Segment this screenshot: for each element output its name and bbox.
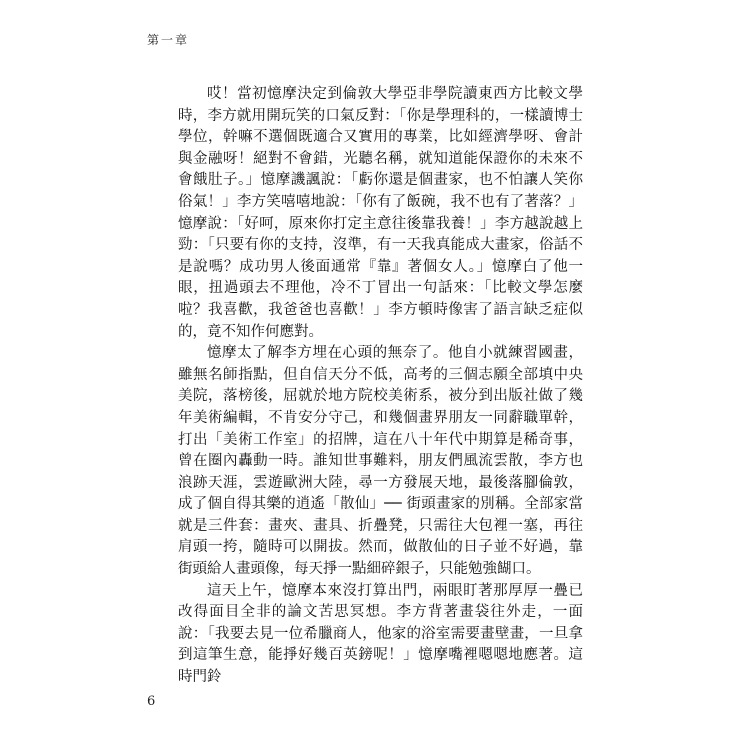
- page-number: 6: [147, 694, 156, 709]
- paragraph: 哎！當初憶摩決定到倫敦大學亞非學院讀東西方比較文學時，李方就用開玩笑的口氣反對：「你是學理科的，一樣讀博士學位，幹嘛不選個既適合又實用的專業，比如經濟學呀、會計與金融呀！絕對不會錯，光聽名稱，就知道能保證你的未來不會餓肚子。」憶摩譏諷說：「虧你還是個畫家，也不怕讓人笑你俗氣！」李方笑嘻嘻地說：「你有了飯碗，我不也有了著落？」憶摩說：「好呵，原來你打定主意往後靠我養！」李方越說越上勁：「只要有你的支持，沒準，有一天我真能成大畫家，俗話不是說嗎？成功男人後面通常『靠』著個女人。」憶摩白了他一眼，扭過頭去不理他，冷不丁冒出一句話來：「比較文學怎麼啦？我喜歡，我爸爸也喜歡！」李方頓時像害了語言缺乏症似的，竟不知作何應對。: [178, 86, 583, 340]
- body-text: [178, 84, 583, 689]
- paragraph: 這天上午，憶摩本來沒打算出門，兩眼盯著那厚厚一疊已改得面目全非的論文苦思冥想。李方背著畫袋往外走，一面說：「我要去見一位希臘商人，他家的浴室需要畫壁畫，一旦拿到這筆生意，能掙好幾百英鎊呢！」憶摩嘴裡嗯嗯地應著。這時門鈴: [178, 582, 583, 686]
- paragraph: 憶摩太了解李方埋在心頭的無奈了。他自小就練習國畫，雖無名師指點，但自信天分不低，高考的三個志願全部填中央美院，落榜後，屈就於地方院校美術系，被分到出版社做了幾年美術編輯，不肯安分守己，和幾個畫界朋友一同辭職單幹，打出「美術工作室」的招牌，這在八十年代中期算是稀奇事，曾在圈內轟動一時。誰知世事難料，朋友們風流雲散，李方也浪跡天涯，雲遊歐洲大陸，尋一方發展天地，最後落腳倫敦，成了個自得其樂的逍遙「散仙」── 街頭畫家的別稱。全部家當就是三件套：畫夾、畫具、折疊凳，只需往大包裡一塞，再往肩頭一挎，隨時可以開拔。然而，做散仙的日子並不好過，靠街頭給人畫頭像，每天掙一點細碎銀子，只能勉強餬口。: [178, 345, 583, 578]
- running-head: 第一章: [147, 33, 190, 47]
